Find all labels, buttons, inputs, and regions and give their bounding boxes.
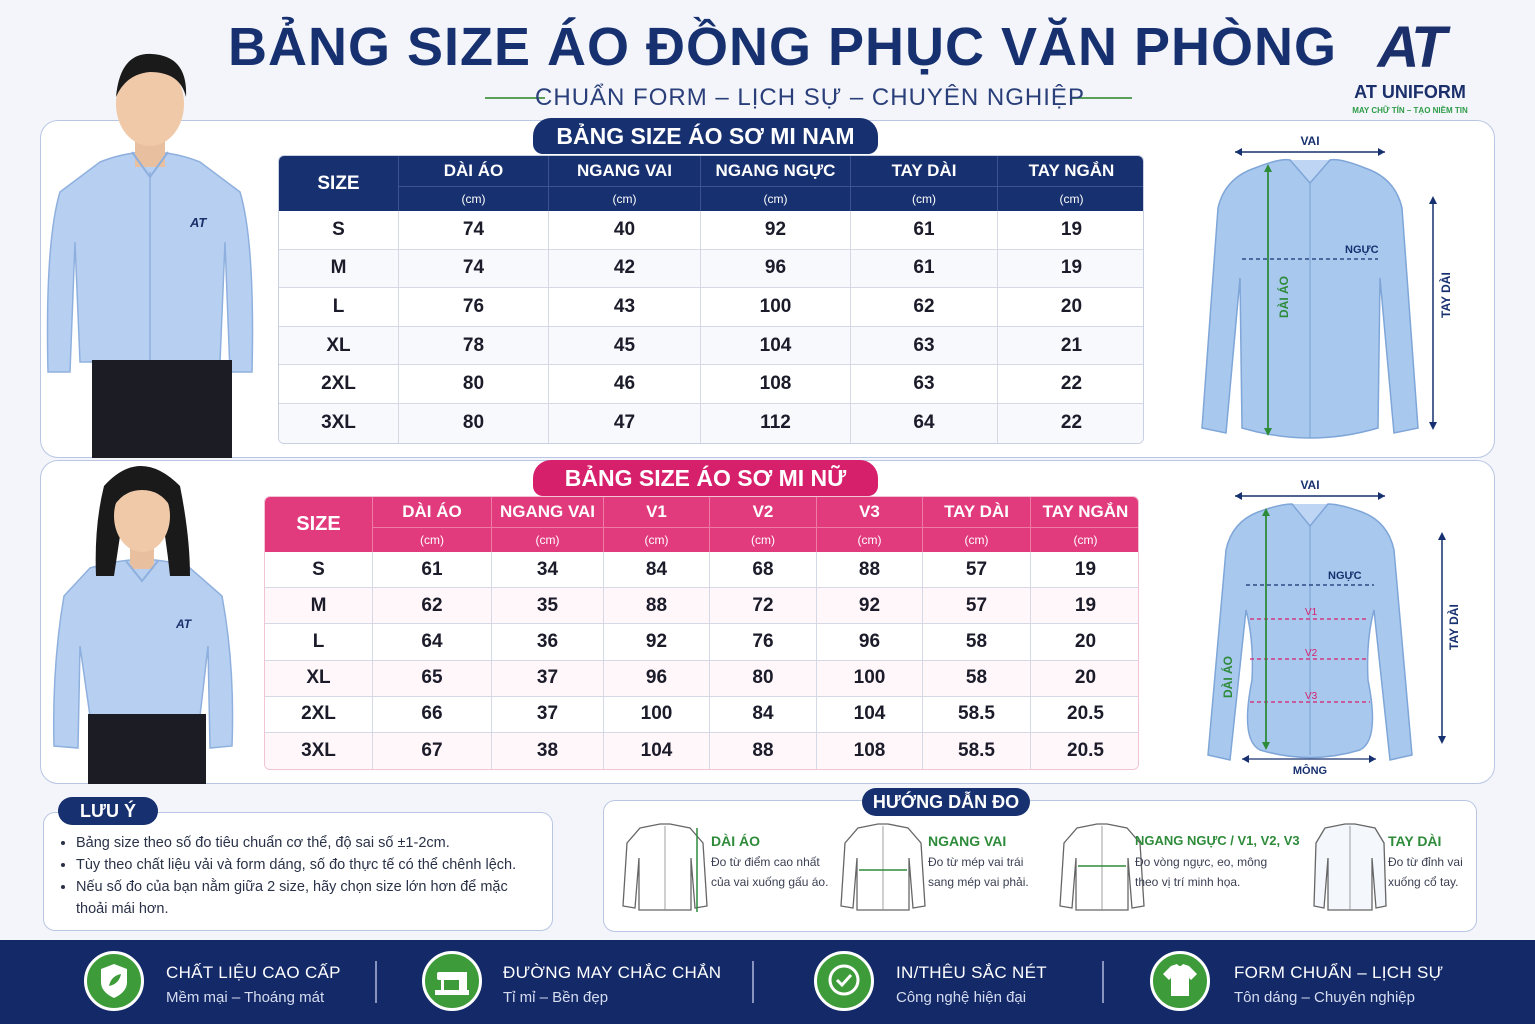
men-cell: M: [279, 250, 399, 289]
men-unit: (cm): [549, 186, 701, 211]
shield-leaf-icon: [84, 951, 144, 1011]
women-cell: XL: [265, 661, 373, 697]
women-label-v3: V3: [1305, 691, 1318, 702]
feature-subtitle: Tôn dáng – Chuyên nghiệp: [1234, 989, 1415, 1006]
feature-item-3: [896, 963, 1047, 1006]
men-cell: 47: [549, 404, 701, 443]
feature-item-1: [166, 963, 341, 1006]
women-cell: 3XL: [265, 733, 373, 769]
women-cell: 64: [373, 624, 492, 660]
women-label-tay-dai: TAY DÀI: [1447, 604, 1461, 650]
women-table-row: [265, 552, 1139, 588]
men-label-dai-ao: DÀI ÁO: [1277, 276, 1291, 318]
notes-list: [58, 832, 536, 920]
women-cell: 61: [373, 552, 492, 588]
woman-model-illustration: [40, 456, 250, 784]
women-cell: 2XL: [265, 697, 373, 733]
women-cell: 35: [492, 588, 604, 624]
men-cell: 20: [998, 288, 1144, 327]
women-cell: 68: [710, 552, 817, 588]
men-cell: 40: [549, 211, 701, 250]
women-cell: 19: [1031, 552, 1139, 588]
women-cell: 88: [710, 733, 817, 769]
tshirt-icon: [1150, 951, 1210, 1011]
footer-divider: [752, 961, 754, 1003]
women-cell: 108: [817, 733, 923, 769]
women-table-row: [265, 588, 1139, 624]
guide-desc-line: xuống cổ tay.: [1388, 875, 1459, 889]
women-cell: 20: [1031, 661, 1139, 697]
men-cell: 19: [998, 250, 1144, 289]
feature-title: ĐƯỜNG MAY CHẮC CHẮN: [503, 963, 722, 982]
feature-subtitle: Tỉ mỉ – Bền đẹp: [503, 989, 609, 1006]
women-label-vai: VAI: [1300, 478, 1320, 492]
men-cell: 80: [399, 404, 549, 443]
men-header-tay-ngan: TAY NGẮN: [998, 156, 1144, 186]
women-cell: 37: [492, 661, 604, 697]
logo-brand-name: AT UNIFORM: [1354, 82, 1466, 102]
guide-desc-line: Đo từ đỉnh vai: [1388, 855, 1463, 869]
men-cell: 63: [851, 327, 998, 366]
women-label-mong: MÔNG: [1292, 765, 1328, 777]
men-table-row: [279, 404, 1144, 443]
men-cell: 64: [851, 404, 998, 443]
guide-shirt-ngang-vai-icon: [833, 818, 933, 918]
men-cell: 3XL: [279, 404, 399, 443]
guide-title-tay-dai: TAY DÀI: [1388, 833, 1442, 849]
feature-item-2: [503, 963, 721, 1006]
men-cell: 100: [701, 288, 851, 327]
women-cell: 20: [1031, 624, 1139, 660]
logo-slogan: MAY CHỮ TÍN – TẠO NIỀM TIN: [1352, 106, 1468, 115]
men-cell: 21: [998, 327, 1144, 366]
women-cell: 38: [492, 733, 604, 769]
women-cell: 67: [373, 733, 492, 769]
women-cell: 84: [710, 697, 817, 733]
men-cell: 112: [701, 404, 851, 443]
men-cell: 42: [549, 250, 701, 289]
men-unit: (cm): [851, 186, 998, 211]
men-size-table-wrapper: [278, 155, 1144, 444]
men-header-ngang-nguc: NGANG NGỰC: [701, 156, 851, 186]
men-unit: (cm): [701, 186, 851, 211]
men-label-vai: VAI: [1300, 134, 1320, 148]
women-cell: S: [265, 552, 373, 588]
women-label-nguc: NGỰC: [1328, 570, 1362, 582]
women-header-dai-ao: DÀI ÁO: [373, 497, 492, 527]
men-cell: 22: [998, 404, 1144, 443]
footer-divider: [375, 961, 377, 1003]
men-cell: 76: [399, 288, 549, 327]
women-cell: 96: [604, 661, 710, 697]
women-cell: 66: [373, 697, 492, 733]
guide-desc-line: Đo vòng ngực, eo, mông: [1135, 855, 1268, 869]
men-table-row: [279, 250, 1144, 289]
men-shirt-diagram: [1180, 128, 1480, 450]
women-cell: L: [265, 624, 373, 660]
women-cell: 62: [373, 588, 492, 624]
women-cell: 104: [604, 733, 710, 769]
guide-desc-line: theo vị trí minh họa.: [1135, 875, 1241, 889]
women-cell: 34: [492, 552, 604, 588]
women-table-row: [265, 624, 1139, 660]
women-cell: 92: [817, 588, 923, 624]
women-header-ngang-vai: NGANG VAI: [492, 497, 604, 527]
women-shirt-diagram: [1180, 470, 1480, 782]
logo-mark-t: T: [1411, 15, 1443, 80]
women-cell: 57: [923, 552, 1031, 588]
guide-shirt-dai-ao-icon: [615, 818, 715, 918]
men-cell: 45: [549, 327, 701, 366]
women-table-row: [265, 733, 1139, 769]
guide-title-ngang-vai: NGANG VAI: [928, 833, 1007, 849]
women-header-v3: V3: [817, 497, 923, 527]
men-label-tay-dai: TAY DÀI: [1439, 272, 1453, 318]
men-table-row: [279, 211, 1144, 250]
women-unit: (cm): [710, 527, 817, 552]
guide-desc-line: sang mép vai phải.: [928, 875, 1029, 889]
women-cell: 88: [604, 588, 710, 624]
feature-item-4: [1234, 963, 1443, 1006]
men-header-dai-ao: DÀI ÁO: [399, 156, 549, 186]
women-cell: 36: [492, 624, 604, 660]
note-item: • Bảng size theo số đo tiêu chuẩn cơ thể, độ sai số ±1-2cm.: [76, 832, 536, 854]
guide-desc-line: Đo từ mép vai trái: [928, 855, 1024, 869]
men-label-nguc: NGỰC: [1345, 244, 1379, 256]
women-cell: 80: [710, 661, 817, 697]
feature-subtitle: Công nghệ hiện đại: [896, 989, 1027, 1006]
men-header-ngang-vai: NGANG VAI: [549, 156, 701, 186]
men-cell: 43: [549, 288, 701, 327]
guide-desc-ngang-nguc: [1135, 852, 1267, 892]
feature-title: FORM CHUẨN – LỊCH SỰ: [1234, 963, 1444, 982]
women-cell: 20.5: [1031, 697, 1139, 733]
footer-divider: [1102, 961, 1104, 1003]
guide-title-ngang-nguc: NGANG NGỰC / V1, V2, V3: [1135, 833, 1300, 848]
notes-title: LƯU Ý: [58, 797, 158, 825]
guide-desc-dai-ao: [711, 852, 828, 892]
women-cell: 58.5: [923, 733, 1031, 769]
feature-subtitle: Mềm mại – Thoáng mát: [166, 989, 325, 1006]
guide-title: HƯỚNG DẪN ĐO: [862, 788, 1030, 816]
guide-desc-line: Đo từ điểm cao nhất: [711, 855, 820, 869]
women-cell: 100: [604, 697, 710, 733]
women-cell: M: [265, 588, 373, 624]
men-table-row: [279, 365, 1144, 404]
women-table-row: [265, 661, 1139, 697]
women-label-v2: V2: [1305, 648, 1318, 659]
men-cell: 61: [851, 250, 998, 289]
women-cell: 58.5: [923, 697, 1031, 733]
women-unit: (cm): [923, 527, 1031, 552]
women-cell: 37: [492, 697, 604, 733]
feature-title: CHẤT LIỆU CAO CẤP: [166, 963, 341, 982]
women-header-tay-ngan: TAY NGẮN: [1031, 497, 1139, 527]
men-cell: 74: [399, 250, 549, 289]
women-cell: 72: [710, 588, 817, 624]
men-cell: 62: [851, 288, 998, 327]
women-size-table-wrapper: [264, 496, 1139, 770]
women-header-v1: V1: [604, 497, 710, 527]
women-cell: 76: [710, 624, 817, 660]
note-item: • Nếu số đo của bạn nằm giữa 2 size, hãy chọn size lớn hơn để mặc thoải mái hơn.: [76, 876, 536, 920]
women-unit: (cm): [604, 527, 710, 552]
women-size-table: [265, 497, 1139, 769]
men-header-size: SIZE: [279, 156, 399, 211]
men-cell: 96: [701, 250, 851, 289]
women-cell: 100: [817, 661, 923, 697]
women-table-row: [265, 697, 1139, 733]
women-label-dai-ao: DÀI ÁO: [1221, 656, 1235, 698]
men-cell: 74: [399, 211, 549, 250]
men-cell: S: [279, 211, 399, 250]
logo-mark-a: A: [1377, 15, 1412, 80]
women-cell: 57: [923, 588, 1031, 624]
woman-shirt-logo: AT: [176, 617, 192, 631]
women-cell: 104: [817, 697, 923, 733]
page-title: BẢNG SIZE ÁO ĐỒNG PHỤC VĂN PHÒNG: [227, 17, 1338, 77]
women-ribbon: BẢNG SIZE ÁO SƠ MI NỮ: [533, 460, 878, 496]
logo-mark: [1335, 15, 1485, 80]
feature-title: IN/THÊU SẮC NÉT: [896, 963, 1047, 982]
guide-shirt-tay-dai-icon: [1300, 818, 1390, 918]
men-cell: XL: [279, 327, 399, 366]
women-cell: 19: [1031, 588, 1139, 624]
guide-title-dai-ao: DÀI ÁO: [711, 833, 760, 849]
guide-desc-line: của vai xuống gấu áo.: [711, 875, 829, 889]
women-cell: 20.5: [1031, 733, 1139, 769]
women-header-tay-dai: TAY DÀI: [923, 497, 1031, 527]
sewing-machine-icon: [422, 951, 482, 1011]
women-cell: 92: [604, 624, 710, 660]
women-unit: (cm): [492, 527, 604, 552]
men-cell: 19: [998, 211, 1144, 250]
men-cell: 63: [851, 365, 998, 404]
men-unit: (cm): [998, 186, 1144, 211]
women-unit: (cm): [1031, 527, 1139, 552]
note-item: • Tùy theo chất liệu vải và form dáng, số đo thực tế có thể chênh lệch.: [76, 854, 536, 876]
women-label-v1: V1: [1305, 607, 1318, 618]
men-ribbon: BẢNG SIZE ÁO SƠ MI NAM: [533, 118, 878, 154]
men-cell: 22: [998, 365, 1144, 404]
men-cell: 108: [701, 365, 851, 404]
men-cell: L: [279, 288, 399, 327]
women-cell: 96: [817, 624, 923, 660]
men-cell: 80: [399, 365, 549, 404]
man-shirt-logo: AT: [190, 215, 207, 230]
women-cell: 84: [604, 552, 710, 588]
men-cell: 61: [851, 211, 998, 250]
men-table-row: [279, 327, 1144, 366]
women-header-size: SIZE: [265, 497, 373, 552]
men-cell: 92: [701, 211, 851, 250]
page-subtitle: CHUẨN FORM – LỊCH SỰ – CHUYÊN NGHIỆP: [535, 84, 1085, 111]
men-table-row: [279, 288, 1144, 327]
women-unit: (cm): [373, 527, 492, 552]
guide-desc-ngang-vai: [928, 852, 1029, 892]
women-cell: 58: [923, 624, 1031, 660]
men-header-tay-dai: TAY DÀI: [851, 156, 998, 186]
men-cell: 2XL: [279, 365, 399, 404]
women-cell: 58: [923, 661, 1031, 697]
women-unit: (cm): [817, 527, 923, 552]
women-header-v2: V2: [710, 497, 817, 527]
men-cell: 46: [549, 365, 701, 404]
men-cell: 104: [701, 327, 851, 366]
quality-badge-icon: [814, 951, 874, 1011]
men-size-table: [279, 156, 1144, 443]
women-cell: 88: [817, 552, 923, 588]
men-unit: (cm): [399, 186, 549, 211]
guide-desc-tay-dai: [1388, 852, 1463, 892]
brand-logo: [1335, 15, 1485, 115]
man-model-illustration: [40, 42, 260, 458]
women-cell: 65: [373, 661, 492, 697]
men-cell: 78: [399, 327, 549, 366]
